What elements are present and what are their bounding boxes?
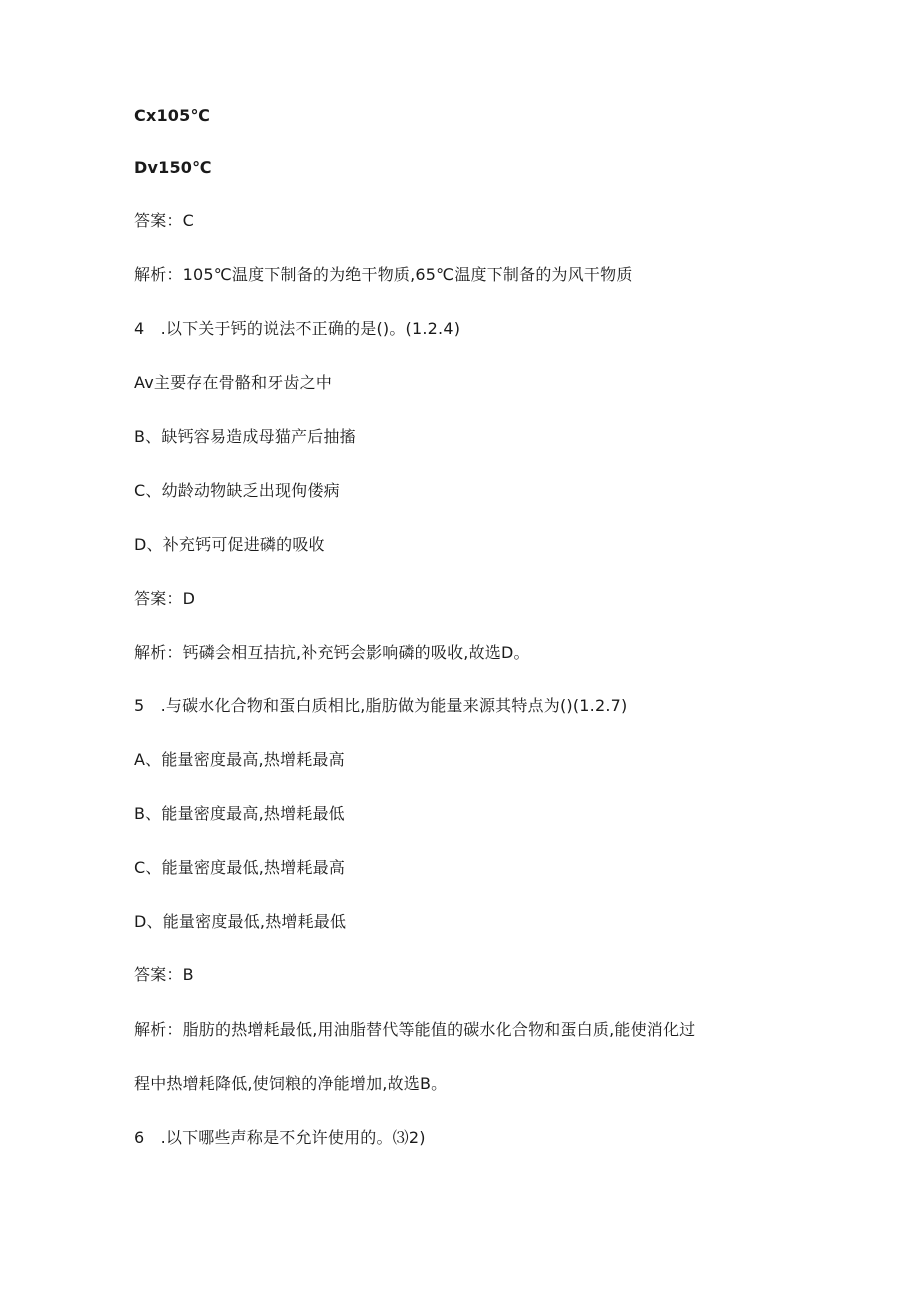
explanation-line: 解析：钙磷会相互拮抗,补充钙会影响磷的吸收,故选D。 [134, 643, 530, 662]
explanation-line: 解析：脂肪的热增耗最低,用油脂替代等能值的碳水化合物和蛋白质,能使消化过 [134, 1020, 696, 1039]
explanation-line: 解析：105℃温度下制备的为绝干物质,65℃温度下制备的为风干物质 [134, 265, 633, 284]
question-6-line: 6 .以下哪些声称是不允许使用的。⑶2) [134, 1128, 426, 1147]
answer-line: 答案：D [134, 589, 196, 608]
option-c-line: Cx105℃ [134, 106, 211, 125]
option-d-line: D、能量密度最低,热增耗最低 [134, 912, 347, 931]
option-a-line: A、能量密度最高,热增耗最高 [134, 750, 345, 769]
option-a-line: Av主要存在骨骼和牙齿之中 [134, 373, 333, 392]
option-b-line: B、能量密度最高,热增耗最低 [134, 804, 345, 823]
option-c-line: C、幼龄动物缺乏出现佝偻病 [134, 481, 340, 500]
question-5-line: 5 .与碳水化合物和蛋白质相比,脂肪做为能量来源其特点为()(1.2.7) [134, 696, 628, 715]
option-d-line: Dv150℃ [134, 158, 212, 177]
option-d-line: D、补充钙可促进磷的吸收 [134, 535, 325, 554]
answer-line: 答案：C [134, 211, 194, 230]
explanation-continuation-line: 程中热增耗降低,使饲粮的净能增加,故选B。 [134, 1074, 448, 1093]
option-b-line: B、缺钙容易造成母猫产后抽搐 [134, 427, 356, 446]
answer-line: 答案：B [134, 965, 194, 984]
option-c-line: C、能量密度最低,热增耗最高 [134, 858, 346, 877]
question-4-line: 4 .以下关于钙的说法不正确的是()。(1.2.4) [134, 319, 461, 338]
